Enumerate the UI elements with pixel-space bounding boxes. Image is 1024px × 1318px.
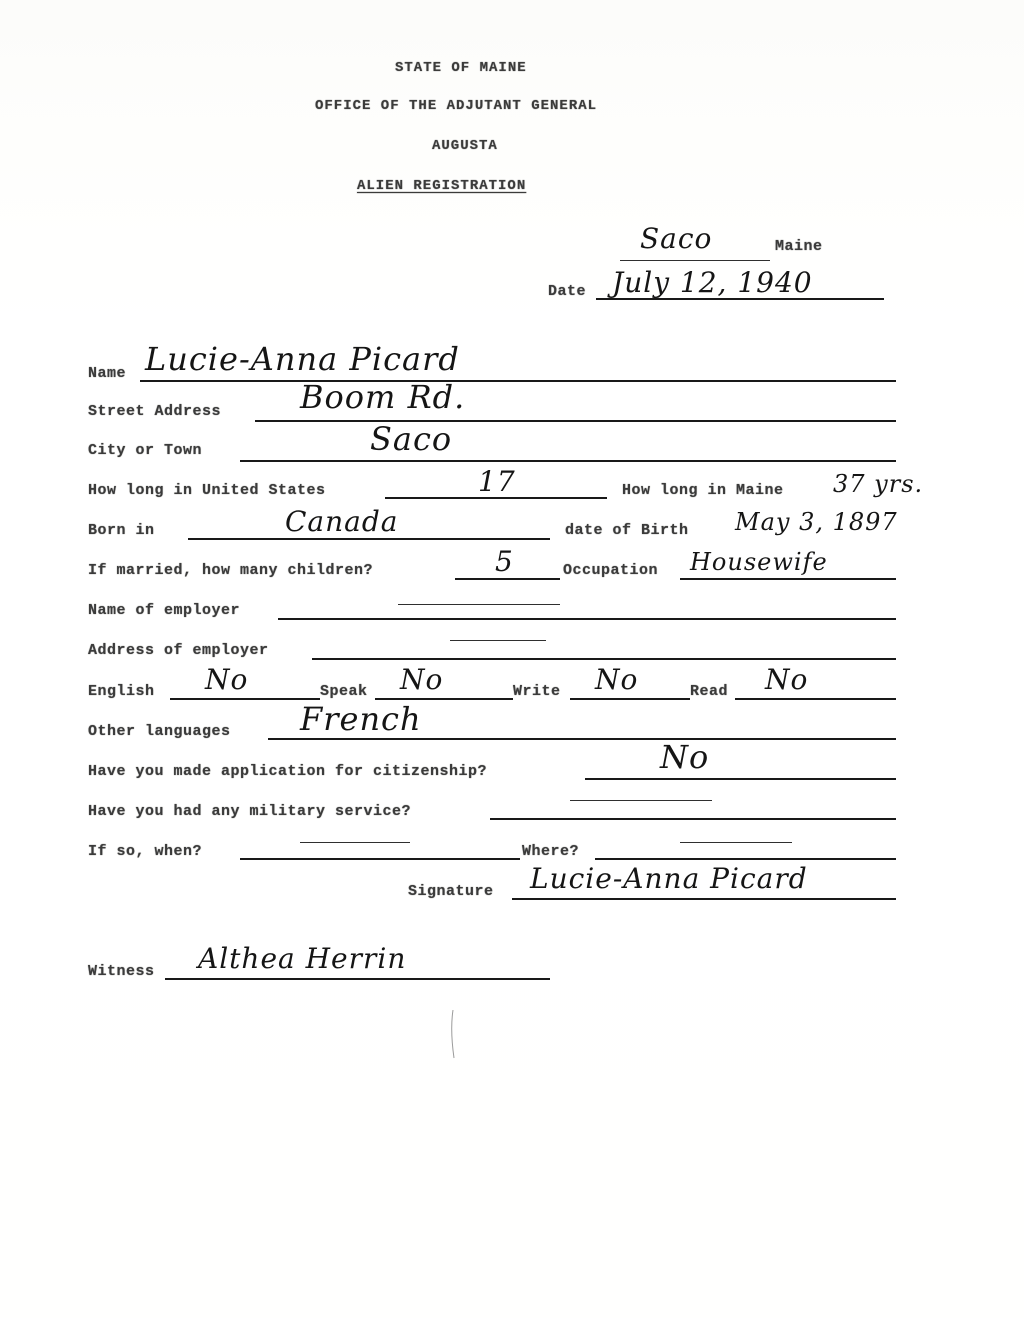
other-languages-value: French [300,700,422,738]
street-value: Boom Rd. [300,378,466,416]
header-city: AUGUSTA [432,138,498,154]
city-label: City or Town [88,442,203,459]
state-label: Maine [775,238,823,255]
occupation-value: Housewife [690,548,828,576]
dob-label: date of Birth [565,522,689,539]
other-languages-line [268,738,896,740]
write-value: No [595,663,639,696]
born-label: Born in [88,522,155,539]
date-value: July 12, 1940 [612,266,813,299]
name-label: Name [88,365,127,382]
when-line [240,858,520,860]
write-label: Write [513,683,561,700]
signature-label: Signature [408,883,494,900]
us-years-value: 17 [478,465,516,498]
english-label: English [88,683,155,700]
occupation-label: Occupation [563,562,659,579]
street-label: Street Address [88,403,222,420]
read-line [735,698,896,700]
city-line [240,460,896,462]
occupation-line [680,578,896,580]
employer-line [278,618,896,620]
employer-address-label: Address of employer [88,642,269,659]
employer-dash [398,604,560,605]
when-label: If so, when? [88,843,203,860]
employer-address-dash [450,640,546,641]
town-line [620,260,770,261]
maine-years-label: How long in Maine [622,482,784,499]
witness-value: Althea Herrin [198,942,407,975]
children-value: 5 [495,545,514,578]
speak-value: No [400,663,444,696]
header-office: OFFICE OF THE ADJUTANT GENERAL [315,98,598,114]
where-dash [680,842,792,843]
date-label: Date [548,283,587,300]
dob-value: May 3, 1897 [735,508,898,536]
military-label: Have you had any military service? [88,803,412,820]
name-line [140,380,896,382]
read-label: Read [690,683,729,700]
where-line [595,858,896,860]
where-label: Where? [522,843,580,860]
when-dash [300,842,410,843]
children-label: If married, how many children? [88,562,374,579]
header-title: ALIEN REGISTRATION [357,178,527,194]
witness-line [165,978,550,980]
military-dash [570,800,712,801]
english-value: No [205,663,249,696]
signature-line [512,898,896,900]
date-line [596,298,884,300]
write-line [570,698,690,700]
military-line [490,818,896,820]
name-value: Lucie-Anna Picard [145,340,460,378]
pen-mark [448,1010,458,1060]
town-value: Saco [640,222,713,255]
born-value: Canada [285,505,399,538]
city-value: Saco [370,420,453,458]
us-years-label: How long in United States [88,482,326,499]
born-line [188,538,550,540]
speak-label: Speak [320,683,368,700]
employer-address-line [312,658,896,660]
children-line [455,578,560,580]
read-value: No [765,663,809,696]
maine-years-value: 37 yrs. [833,470,924,498]
citizenship-line [585,778,896,780]
english-line [170,698,320,700]
witness-label: Witness [88,963,155,980]
employer-label: Name of employer [88,602,241,619]
signature-value: Lucie-Anna Picard [530,862,808,895]
street-line [255,420,896,422]
us-years-line [385,497,607,499]
other-languages-label: Other languages [88,723,231,740]
citizenship-value: No [660,738,710,776]
header-state: STATE OF MAINE [395,60,527,76]
citizenship-label: Have you made application for citizenship? [88,763,488,780]
